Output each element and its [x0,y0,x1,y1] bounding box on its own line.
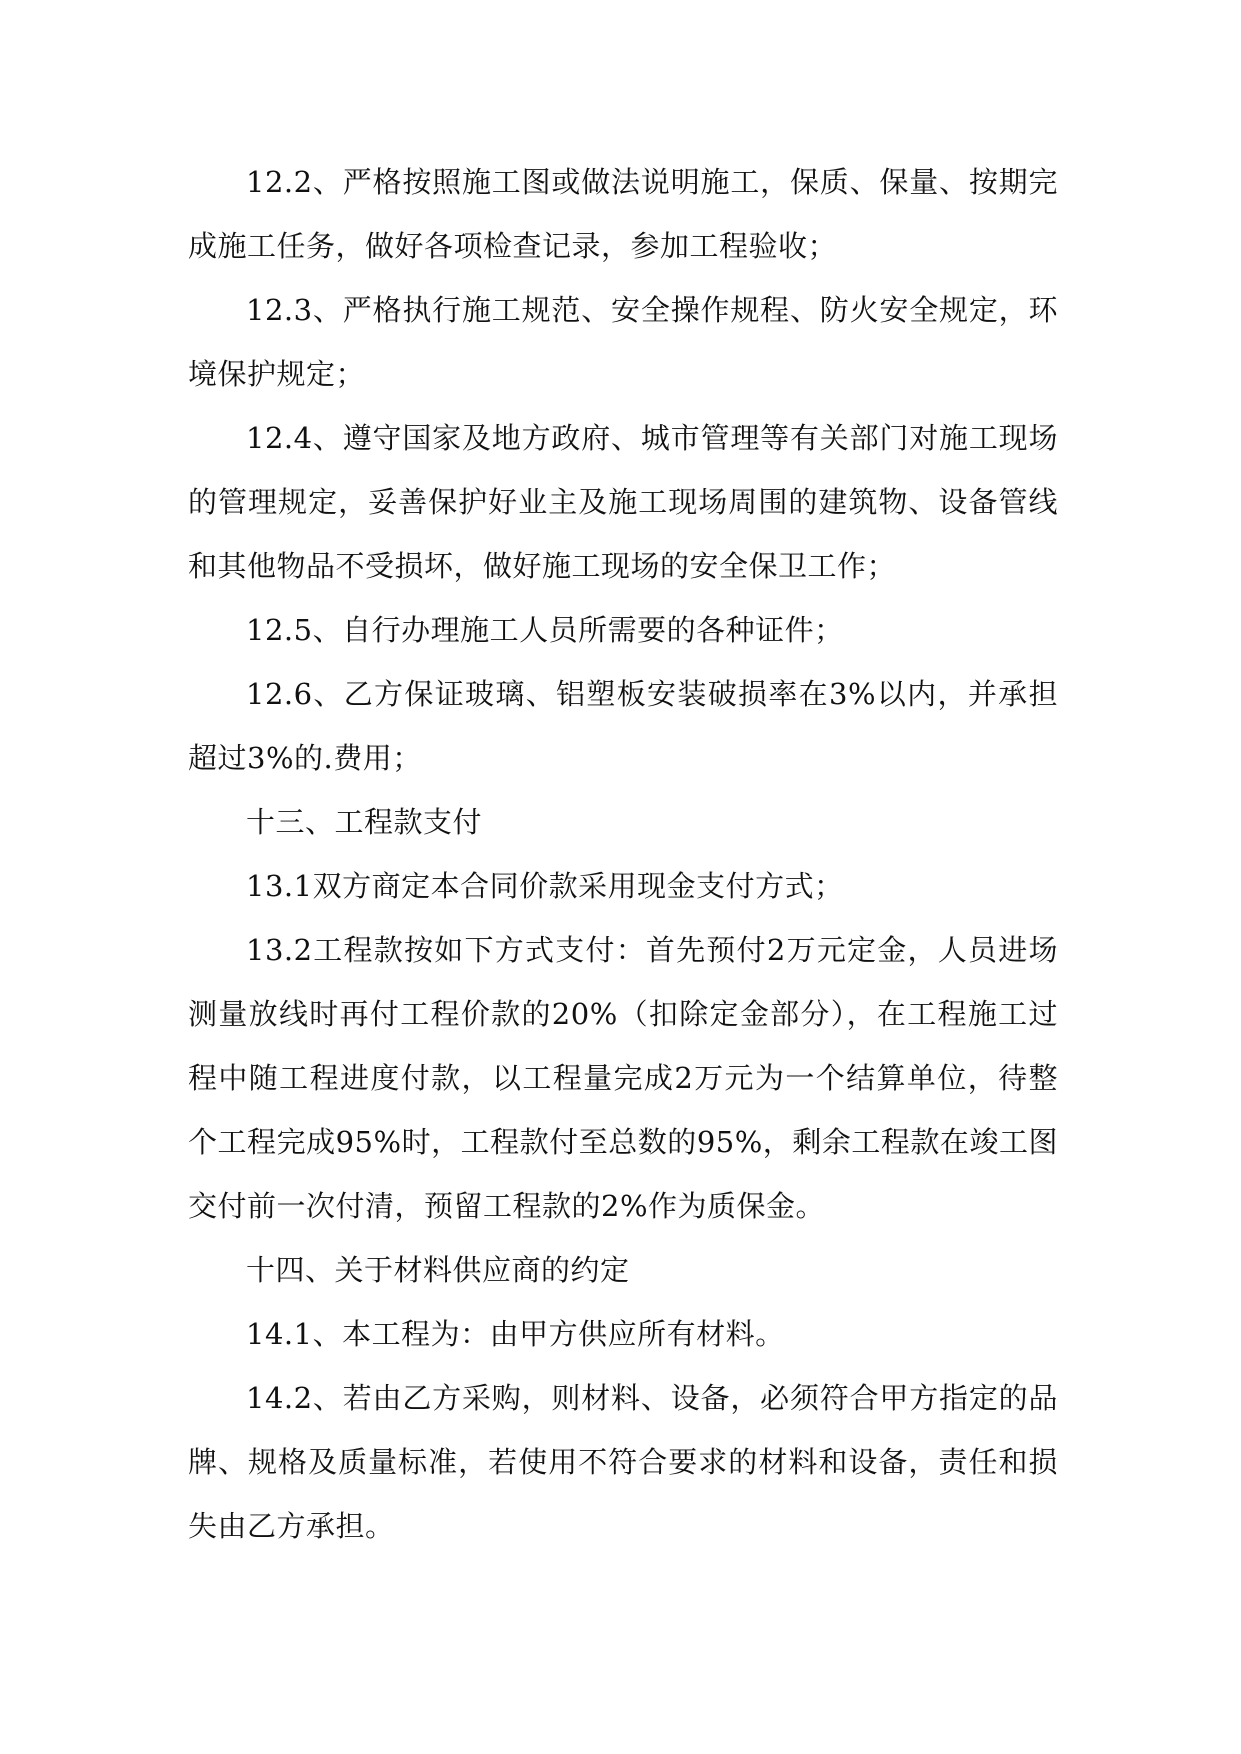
clause-12-5: 12.5、自行办理施工人员所需要的各种证件； [246,613,844,647]
document-body [188,150,1058,1558]
clause-12-4: 12.4、遵守国家及地方政府、城市管理等有关部门对施工现场的管理规定，妥善保护好业主及施工现场周围的建筑物、设备管线和其他物品不受损坏，做好施工现场的安全保卫工作； [188,421,1058,583]
section-14-heading: 十四、关于材料供应商的约定 [246,1253,630,1287]
clause-14-2: 14.2、若由乙方采购，则材料、设备，必须符合甲方指定的品牌、规格及质量标准，若使用不符合要求的材料和设备，责任和损失由乙方承担。 [188,1381,1058,1543]
clause-12-6: 12.6、乙方保证玻璃、铝塑板安装破损率在3%以内，并承担超过3%的.费用； [188,677,1058,775]
clause-12-2: 12.2、严格按照施工图或做法说明施工，保质、保量、按期完成施工任务，做好各项检查记录，参加工程验收； [188,165,1058,263]
clause-13-2: 13.2工程款按如下方式支付：首先预付2万元定金，人员进场测量放线时再付工程价款的20%（扣除定金部分），在工程施工过程中随工程进度付款，以工程量完成2万元为一个结算单位，待整个工程完成95%时，工程款付至总数的95%，剩余工程款在竣工图交付前一次付清，预留工程款的2%作为质保金。 [188,933,1058,1223]
clause-14-1: 14.1、本工程为：由甲方供应所有材料。 [246,1317,785,1351]
clause-13-1: 13.1双方商定本合同价款采用现金支付方式； [246,869,844,903]
section-13-heading: 十三、工程款支付 [246,805,483,839]
clause-12-3: 12.3、严格执行施工规范、安全操作规程、防火安全规定，环境保护规定； [188,293,1058,391]
